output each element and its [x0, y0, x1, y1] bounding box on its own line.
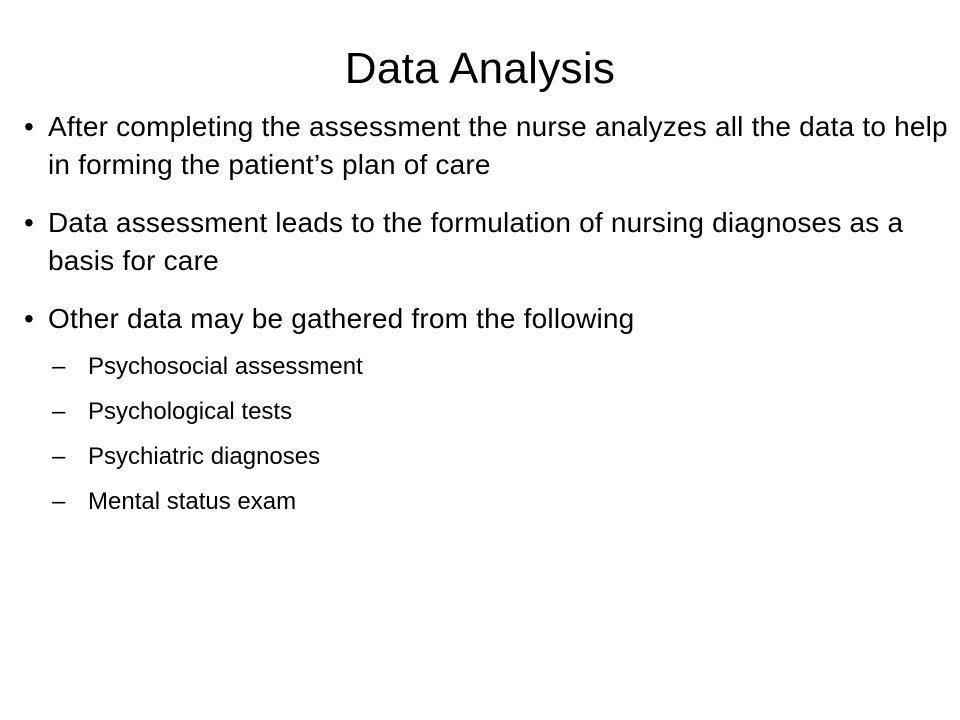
bullet-item	[24, 300, 954, 517]
sub-item-text: Psychiatric diagnoses	[88, 443, 321, 470]
sub-item	[48, 352, 954, 382]
sub-item-text: Psychosocial assessment	[88, 353, 363, 380]
sub-item-text: Psychological tests	[88, 398, 293, 425]
bullet-marker: •	[24, 303, 34, 334]
sub-item	[48, 487, 954, 517]
bullet-item	[24, 108, 954, 184]
bullet-item	[24, 204, 954, 280]
dash-marker: –	[52, 488, 66, 515]
bullet-text: Data assessment leads to the formulation of nursing diagnoses as a basis for care	[48, 207, 904, 276]
sub-item	[48, 442, 954, 472]
slide-title: Data Analysis	[344, 44, 616, 94]
bullet-text: Other data may be gathered from the following	[48, 303, 635, 334]
sub-list	[48, 352, 954, 517]
dash-marker: –	[52, 353, 66, 380]
bullet-list	[24, 108, 954, 537]
dash-marker: –	[52, 443, 66, 470]
bullet-marker: •	[24, 207, 34, 238]
dash-marker: –	[52, 398, 66, 425]
bullet-marker: •	[24, 111, 34, 142]
sub-item	[48, 397, 954, 427]
bullet-text: After completing the assessment the nurse analyzes all the data to help in forming the patient’s plan of care	[48, 111, 948, 180]
sub-item-text: Mental status exam	[88, 488, 297, 515]
